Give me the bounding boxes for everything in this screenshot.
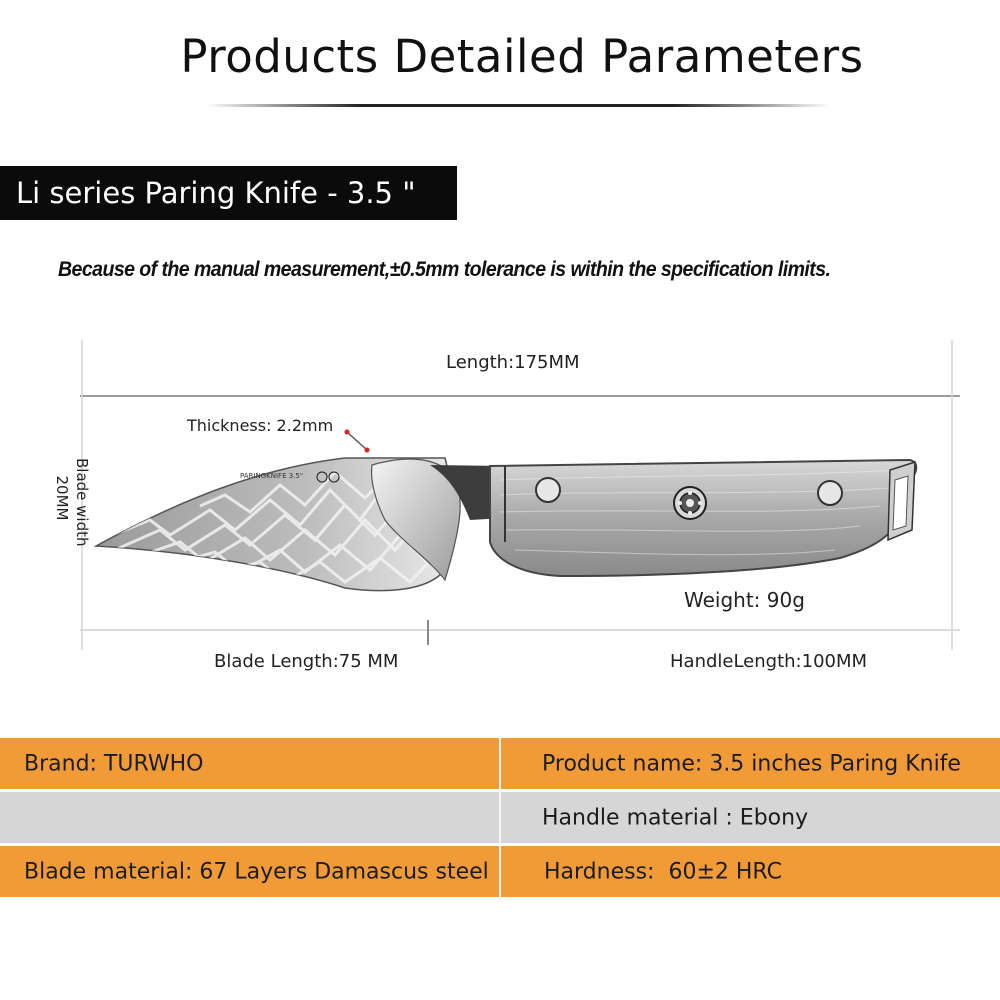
length-label: Length:175MM bbox=[446, 352, 580, 373]
weight-label: Weight: 90g bbox=[684, 588, 805, 612]
series-title-bar: Li series Paring Knife - 3.5 " bbox=[0, 166, 457, 220]
product-name-value: Product name: 3.5 inches Paring Knife bbox=[542, 751, 961, 776]
thickness-marker-dot-end bbox=[365, 448, 370, 453]
rivet-icon-rear bbox=[818, 481, 842, 505]
blade-material-cell bbox=[0, 846, 499, 897]
brand-cell bbox=[0, 738, 499, 789]
brand-value: Brand: TURWHO bbox=[24, 751, 204, 776]
knife-dimension-diagram bbox=[0, 330, 1000, 700]
mosaic-pin-icon bbox=[674, 487, 706, 519]
blade-length-label: Blade Length:75 MM bbox=[214, 651, 399, 672]
title-divider bbox=[205, 104, 830, 107]
empty-cell bbox=[0, 792, 499, 843]
tolerance-note: Because of the manual measurement,±0.5mm tolerance is within the specification limits. bbox=[58, 258, 831, 281]
hardness-cell bbox=[501, 846, 1000, 897]
knife-illustration bbox=[0, 330, 1000, 700]
page-title: Products Detailed Parameters bbox=[180, 30, 864, 83]
rivet-icon bbox=[536, 478, 560, 502]
blade-width-label-line1: Blade width bbox=[73, 458, 91, 547]
handle-material-cell bbox=[501, 792, 1000, 843]
blade-material-value: Blade material: 67 Layers Damascus steel bbox=[24, 859, 489, 884]
handle-material-value: Handle material : Ebony bbox=[542, 805, 809, 830]
blade-width-label-line2: 20MM bbox=[53, 475, 71, 521]
spec-row-2 bbox=[0, 792, 1000, 843]
hardness-value: Hardness: 60±2 HRC bbox=[544, 859, 782, 884]
spec-row-3 bbox=[0, 846, 1000, 897]
thickness-leader-line bbox=[347, 432, 367, 450]
blade-width-label bbox=[12, 458, 92, 547]
spec-row-1 bbox=[0, 738, 1000, 789]
product-name-cell bbox=[501, 738, 1000, 789]
thickness-marker-dot bbox=[345, 430, 350, 435]
blade-engraving: PARINGKNIFE 3.5" bbox=[240, 472, 304, 480]
handle-length-label: HandleLength:100MM bbox=[670, 651, 868, 672]
handle bbox=[490, 460, 916, 576]
thickness-label: Thickness: 2.2mm bbox=[187, 416, 334, 435]
